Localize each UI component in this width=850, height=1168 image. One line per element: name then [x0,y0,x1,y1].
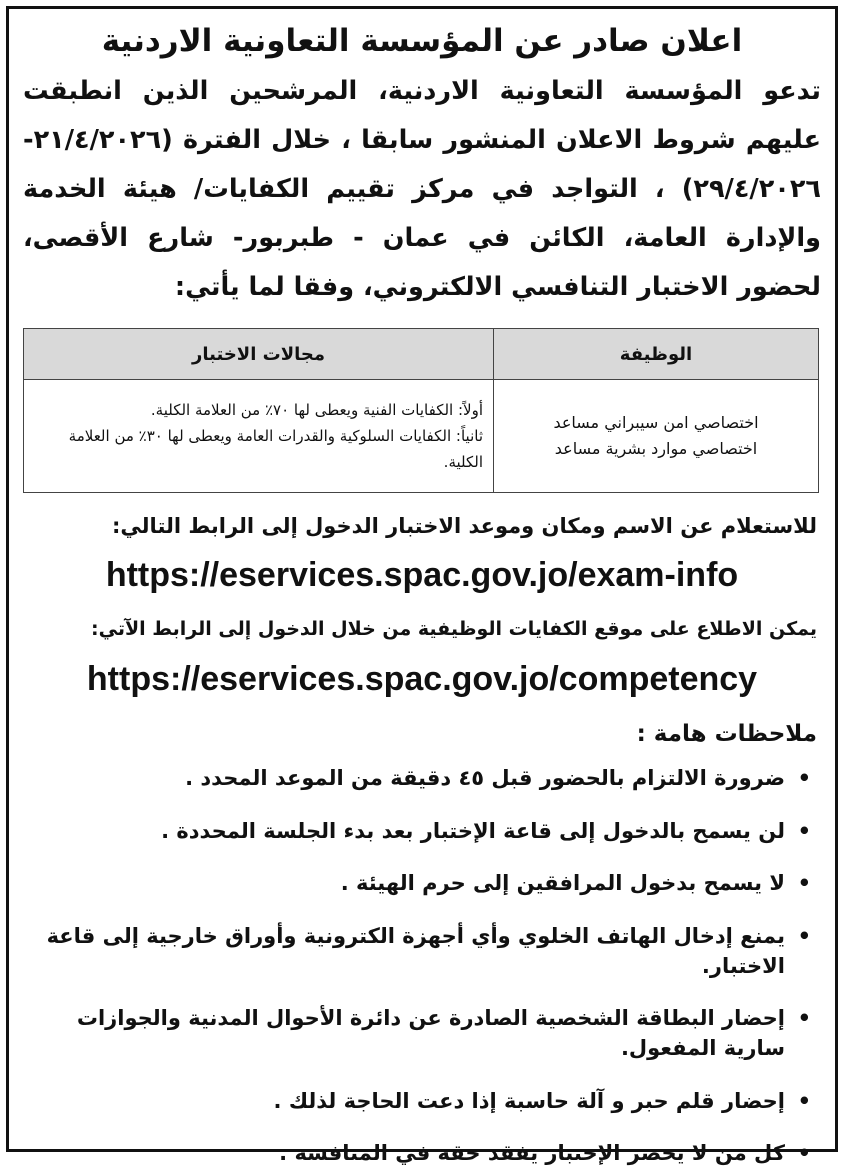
bullet-icon: • [797,1088,811,1113]
job-cell [494,380,819,493]
test-fields-cell [24,380,494,493]
test-field: ثانياً: الكفايات السلوكية والقدرات العامة ويعطى لها ٣٠٪ من العلامة الكلية. [68,427,483,471]
jobs-table-header-row [24,329,819,380]
bullet-icon: • [797,923,811,948]
list-item [27,816,817,846]
announcement-title: اعلان صادر عن المؤسسة التعاونية الاردنية [101,23,743,59]
inquiry-text: للاستعلام عن الاسم ومكان وموعد الاختبار الدخول إلى الرابط التالي: [112,514,817,538]
job-column-header: الوظيفة [494,329,819,380]
list-item [27,1138,817,1168]
competency-text: يمكن الاطلاع على موقع الكفايات الوظيفية من خلال الدخول إلى الرابط الآتي: [91,618,817,640]
bullet-icon: • [797,1006,811,1030]
table-row [24,380,819,493]
bullet-icon: • [797,818,811,843]
note-text: يمنع إدخال الهاتف الخلوي وأي أجهزة الكترونية وأوراق خارجية إلى قاعة الاختبار. [46,923,785,978]
jobs-table [23,328,819,493]
note-text: إحضار قلم حبر و آلة حاسبة إذا دعت الحاجة لذلك . [273,1088,785,1113]
bullet-icon: • [797,1141,811,1165]
note-text: كل من لا يحضر الإختبار يفقد حقه في المنافسة . [279,1141,785,1165]
notes-list [9,763,835,1168]
job-title: اختصاصي امن سيبراني مساعد [553,413,759,432]
list-item [27,921,817,981]
exam-info-link[interactable]: https://eservices.spac.gov.jo/exam-info [105,556,739,594]
note-text: لن يسمح بالدخول إلى قاعة الإختبار بعد بدء الجلسة المحددة . [161,818,785,843]
note-text: إحضار البطاقة الشخصية الصادرة عن دائرة الأحوال المدنية والجوازات سارية المفعول. [76,1006,785,1060]
announcement-intro: تدعو المؤسسة التعاونية الاردنية، المرشحين الذين انطبقت عليهم شروط الاعلان المنشور سابقا ، خلال الفترة (٢١/٤/٢٠٢٦- ٢٩/٤/٢٠٢٦) ، التواجد في مركز تقييم الكفايات/ هيئة الخدمة والإدارة العامة، الكائن في عمان - طبربور- شارع الأقصى، لحضور الاختبار التنافسي الالكتروني، وفقا لما يأتي: [23,76,821,302]
test-field: أولاً: الكفايات الفنية ويعطى لها ٧٠٪ من العلامة الكلية. [150,401,483,419]
list-item [27,868,817,898]
bullet-icon: • [797,871,811,895]
list-item [27,763,817,793]
job-title: اختصاصي موارد بشرية مساعد [554,439,758,458]
fields-column-header: مجالات الاختبار [24,329,494,380]
note-text: لا يسمح بدخول المرافقين إلى حرم الهيئة . [340,871,785,895]
notes-heading: ملاحظات هامة : [636,721,817,747]
list-item [27,1003,817,1063]
announcement-frame [6,6,838,1165]
note-text: ضرورة الالتزام بالحضور قبل ٤٥ دقيقة من الموعد المحدد . [185,766,785,790]
list-item [27,1086,817,1116]
bullet-icon: • [797,766,811,790]
competency-link[interactable]: https://eservices.spac.gov.jo/competency [86,660,758,698]
